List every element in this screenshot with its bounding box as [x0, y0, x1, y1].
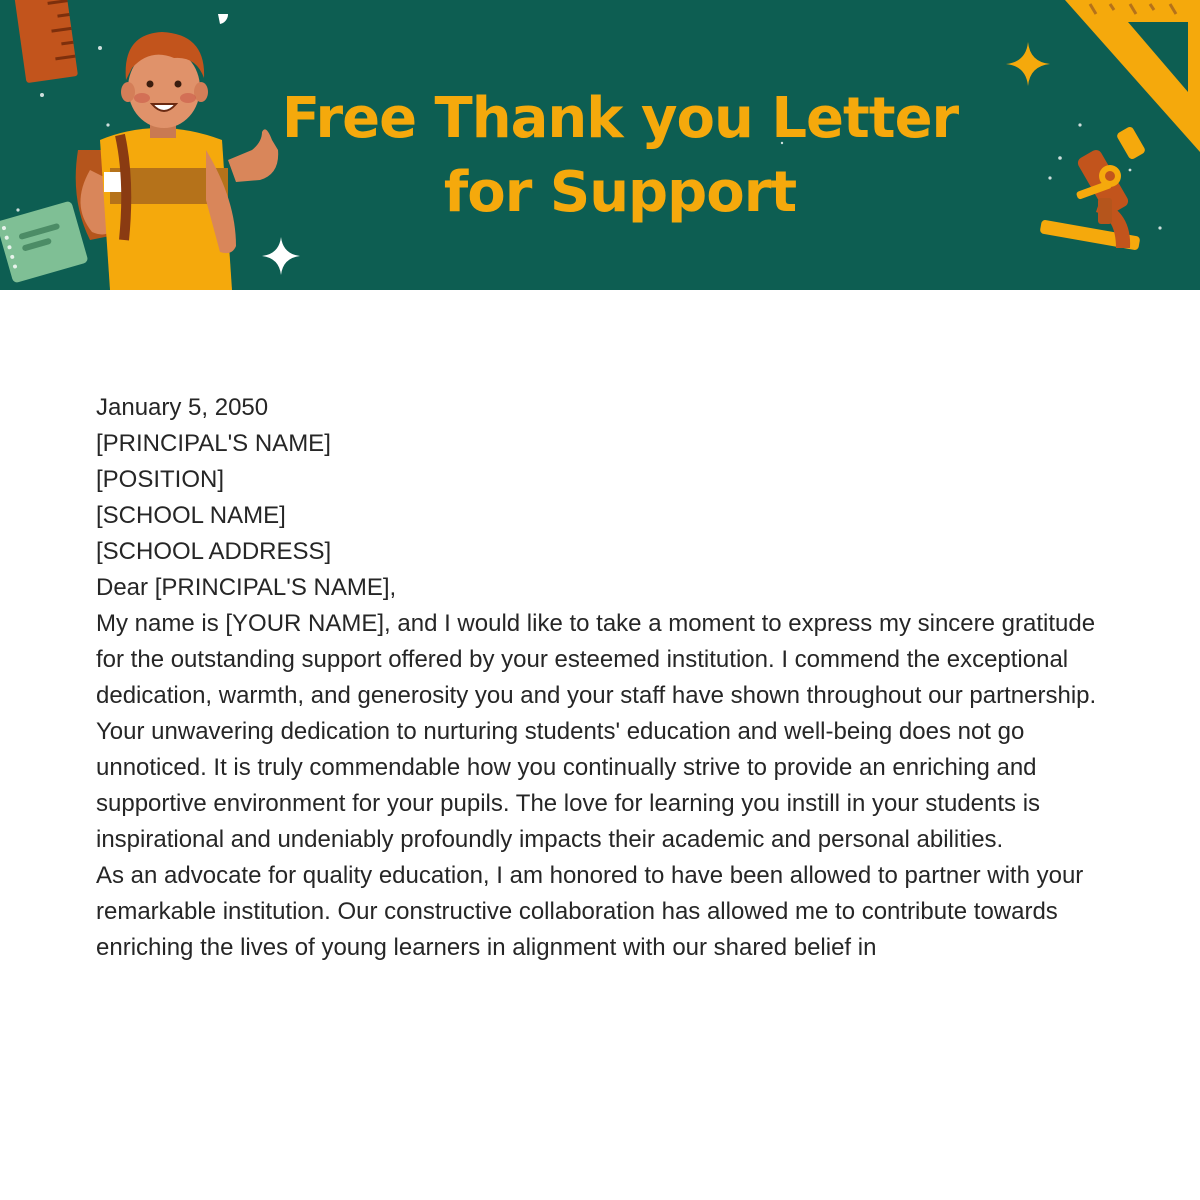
document-title: [240, 82, 1000, 230]
school-address: [SCHOOL ADDRESS]: [96, 538, 332, 565]
title-line-2: for Support: [443, 160, 797, 225]
recipient-position: [POSITION]: [96, 466, 225, 493]
body-paragraph: Your unwavering dedication to nurturing students' education and well-being does not go unnoticed. It is truly commendable how you continually strive to provide an enriching and supportive environment for your pupils. The love for learning you instill in your students is inspirational and undeniably profoundly impacts their academic and personal abilities.: [96, 718, 1041, 853]
title-line-1: Free Thank you Letter: [281, 86, 959, 151]
header-banner: [0, 0, 1200, 290]
letter-date: January 5, 2050: [96, 394, 269, 421]
letter-body: [96, 390, 1106, 966]
recipient-address: [96, 426, 1106, 570]
recipient-name: [PRINCIPAL'S NAME]: [96, 430, 331, 457]
salutation: Dear [PRINCIPAL'S NAME],: [96, 574, 397, 601]
body-paragraph: As an advocate for quality education, I am honored to have been allowed to partner with your remarkable institution. Our constructive collaboration has allowed me to contribute towards enriching the lives of young learners in alignment with our shared belief in: [96, 862, 1084, 961]
body-paragraph: My name is [YOUR NAME], and I would like to take a moment to express my sincere gratitude for the outstanding support offered by your esteemed institution. I commend the exceptional dedication, warmth, and generosity you and your staff have shown throughout our partnership.: [96, 610, 1097, 709]
school-name: [SCHOOL NAME]: [96, 502, 286, 529]
